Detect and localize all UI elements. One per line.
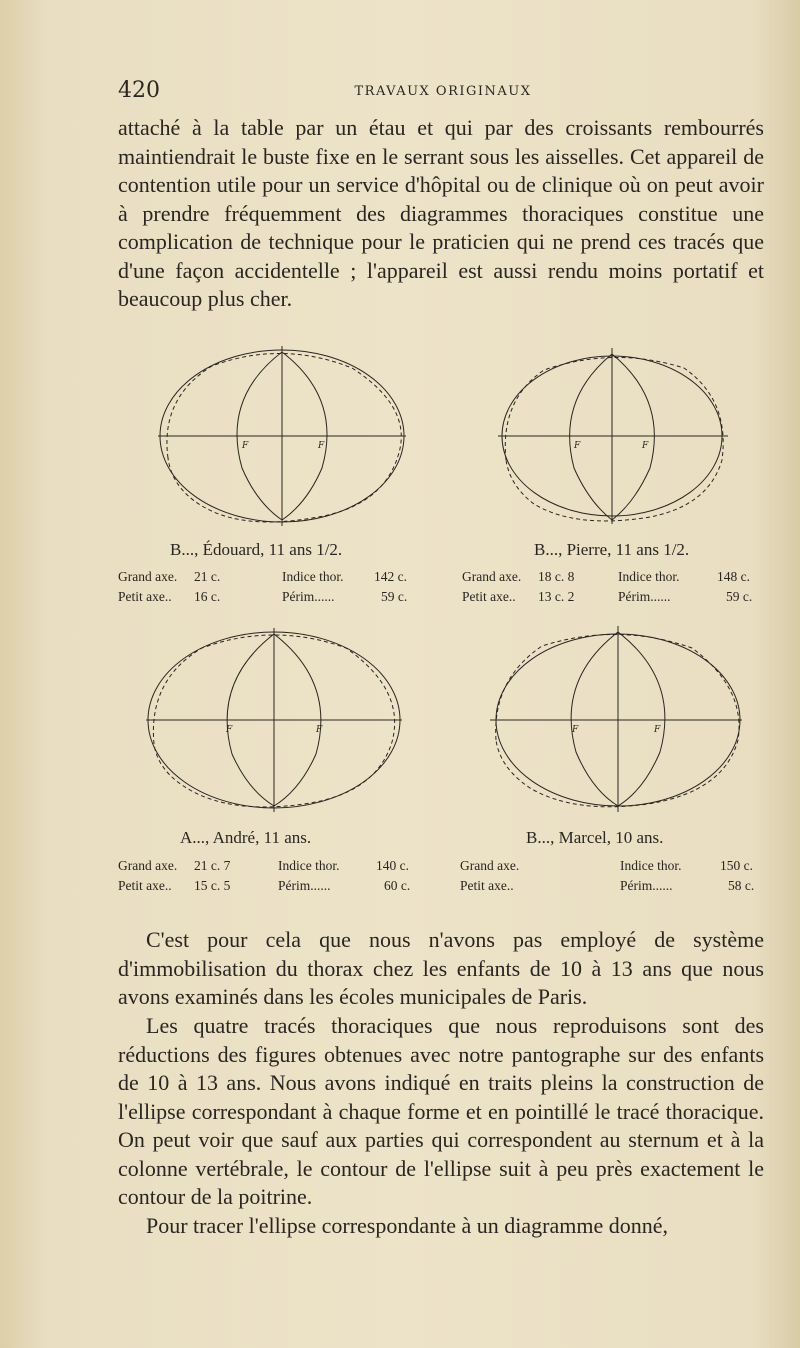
figure-3-petit-axe-value: 15 c. 5: [194, 878, 231, 893]
figure-1-petit-axe-label: Petit axe..: [118, 589, 172, 604]
figure-2-petit-axe-value: 13 c. 2: [538, 589, 575, 604]
figure-4-petit-axe-label: Petit axe..: [460, 878, 514, 893]
figure-4-construction-arc-right: [618, 632, 665, 806]
figure-2-grand-axe-label: Grand axe.: [462, 569, 522, 584]
figure-3-focus-left: F: [226, 725, 233, 735]
figure-1-thorax-trace: [167, 353, 401, 522]
figure-1-grand-axe-value: 21 c.: [194, 569, 221, 584]
page-header: [118, 78, 768, 110]
paragraph-4: Pour tracer l'ellipse correspondante à un diagramme donné,: [146, 1213, 668, 1238]
figure-2-focus-left: F: [574, 441, 581, 451]
figure-2-thorax-trace: [505, 357, 723, 520]
figure-2-perim-label: Périm......: [618, 589, 671, 604]
figure-2-petit-axe-label: Petit axe..: [462, 589, 516, 604]
figure-3-perim-value: 60 c.: [384, 878, 411, 893]
figure-2-construction-arc-right: [612, 354, 654, 520]
running-title: TRAVAUX ORIGINAUX: [354, 84, 532, 99]
figure-3-thorax-diagram: [140, 620, 412, 816]
figure-2-indice-label: Indice thor.: [618, 569, 680, 584]
figure-3-perim-label: Périm......: [278, 878, 331, 893]
figure-2-thorax-diagram: [494, 340, 734, 530]
figure-2-grand-axe-value: 18 c. 8: [538, 569, 575, 584]
figure-4-caption: B..., Marcel, 10 ans.: [526, 828, 664, 847]
figure-1-petit-axe-value: 16 c.: [194, 589, 221, 604]
figure-1-indice-value: 142 c.: [374, 569, 407, 584]
figure-3-indice-value: 140 c.: [376, 858, 409, 873]
figure-2-indice-value: 148 c.: [717, 569, 750, 584]
figure-1-grand-axe-label: Grand axe.: [118, 569, 178, 584]
figure-4-perim-value: 58 c.: [728, 878, 755, 893]
figure-2-focus-right: F: [642, 441, 649, 451]
figure-3-caption: A..., André, 11 ans.: [180, 828, 312, 847]
figure-4-indice-value: 150 c.: [720, 858, 753, 873]
figure-4-perim-label: Périm......: [620, 878, 673, 893]
page-number: 420: [118, 78, 160, 103]
figure-1-focus-right: F: [318, 441, 325, 451]
figure-4-thorax-diagram: [486, 620, 748, 816]
paragraph-2: C'est pour cela que nous n'avons pas employé de système d'immobilisation du thorax chez les enfants de 10 à 13 ans que nous avons examinés dans les écoles municipales de Paris.: [118, 927, 764, 1009]
figure-3-focus-right: F: [316, 725, 323, 735]
figure-2-perim-value: 59 c.: [726, 589, 753, 604]
figure-1-perim-value: 59 c.: [381, 589, 408, 604]
figure-4-indice-label: Indice thor.: [620, 858, 682, 873]
figure-1-indice-label: Indice thor.: [282, 569, 344, 584]
figure-1-perim-label: Périm......: [282, 589, 335, 604]
figure-4-focus-right: F: [654, 725, 661, 735]
figure-3-grand-axe-label: Grand axe.: [118, 858, 178, 873]
figure-1-thorax-diagram: [152, 338, 418, 530]
figure-1-focus-left: F: [242, 441, 249, 451]
figure-2-caption: B..., Pierre, 11 ans 1/2.: [534, 540, 690, 559]
figure-3-grand-axe-value: 21 c. 7: [194, 858, 231, 873]
figure-2-construction-arc-left: [570, 354, 612, 520]
figure-3-indice-label: Indice thor.: [278, 858, 340, 873]
paragraph-1: attaché à la table par un étau et qui par des croissants rembourrés maintiendrait le buste fixe en le serrant sous les aisselles. Cet appareil de contention utile pour un service d'hôpital ou de clinique où on peut avoir à prendre fréquemment des diagrammes thoraciques constitue une complication de technique pour le praticien qui ne prend ces tracés que d'une façon accidentelle ; l'appareil est aussi rendu moins portatif et beaucoup plus cher.: [118, 115, 764, 311]
figure-1-caption: B..., Édouard, 11 ans 1/2.: [170, 540, 343, 559]
figure-4-construction-arc-left: [571, 632, 618, 806]
figure-4-focus-left: F: [572, 725, 579, 735]
figure-4-grand-axe-label: Grand axe.: [460, 858, 520, 873]
paragraph-3: Les quatre tracés thoraciques que nous reproduisons sont des réductions des figures obtenues avec notre pantographe sur des enfants de 10 à 13 ans. Nous avons indiqué en traits pleins la construction de l'ellipse correspondant à chaque forme et en pointillé le tracé thoracique. On peut voir que sauf aux parties qui correspondent au sternum et à la colonne vertébrale, le contour de l'ellipse suit à peu près exactement le contour de la poitrine.: [118, 1013, 764, 1209]
figure-3-petit-axe-label: Petit axe..: [118, 878, 172, 893]
